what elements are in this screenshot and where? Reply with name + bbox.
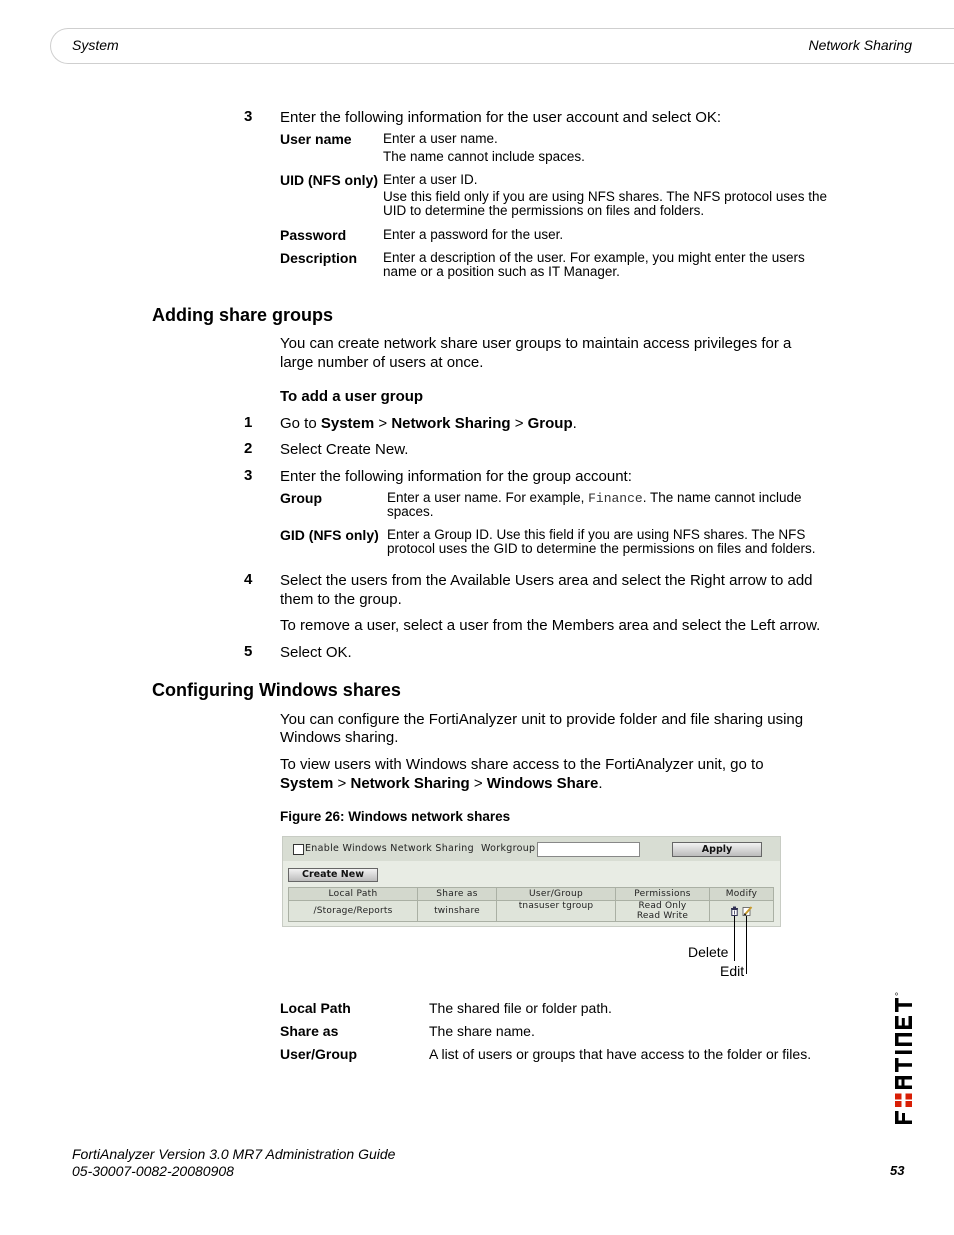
step-number: 3 [244, 108, 253, 125]
field-label: UID (NFS only) [280, 172, 378, 188]
section-heading: Configuring Windows shares [152, 680, 401, 700]
field-label: Local Path [280, 1000, 351, 1016]
column-header: Share as [418, 888, 497, 901]
column-header: User/Group [497, 888, 616, 901]
header-right: Network Sharing [808, 37, 912, 53]
field-desc: Enter a user name. For example, Finance. The name cannot include [387, 490, 802, 506]
step-text: Enter the following information for the user account and select OK: [280, 109, 722, 126]
footer-doc-number: 05-30007-0082-20080908 [72, 1163, 234, 1179]
delete-callout-label: Delete [688, 944, 729, 960]
step-text: Select the users from the Available Users area and select the Right arrow to add [280, 572, 813, 589]
header-left: System [72, 37, 119, 53]
column-header: Permissions [616, 888, 710, 901]
edit-callout-line [746, 916, 747, 974]
paragraph: System > Network Sharing > Windows Share. [280, 775, 603, 792]
workgroup-input[interactable] [537, 842, 640, 857]
paragraph: You can create network share user groups to maintain access privileges for a [280, 335, 792, 352]
procedure-title: To add a user group [280, 388, 424, 405]
field-desc: protocol uses the GID to determine the permissions on files and folders. [387, 541, 816, 556]
field-desc: Enter a user ID. [383, 172, 478, 187]
permissions-cell: Read Only Read Write [616, 901, 710, 922]
column-header: Local Path [289, 888, 418, 901]
field-desc: Use this field only if you are using NFS shares. The NFS protocol uses the [383, 189, 827, 204]
field-label: Description [280, 250, 358, 266]
menu-path-network-sharing: Network Sharing [350, 775, 470, 792]
field-desc: spaces. [387, 504, 434, 519]
step-text: them to the group. [280, 591, 402, 608]
modify-cell [710, 901, 774, 922]
step-number: 2 [244, 440, 253, 457]
menu-path-windows-share: Windows Share [486, 775, 599, 792]
field-desc: The name cannot include spaces. [383, 149, 585, 164]
figure-caption: Figure 26: Windows network shares [280, 809, 511, 824]
column-header: Modify [710, 888, 774, 901]
step-text: Select OK. [280, 644, 352, 661]
step-note: To remove a user, select a user from the Members area and select the Left arrow. [280, 617, 821, 634]
delete-callout-line [734, 916, 735, 961]
shares-table [288, 887, 774, 922]
local-path-cell: /Storage/Reports [289, 901, 418, 922]
create-new-button[interactable]: Create New [288, 868, 378, 882]
table-row [289, 901, 774, 922]
menu-path-group: Group [527, 415, 573, 432]
field-label: User/Group [280, 1046, 358, 1062]
step-number: 5 [244, 643, 253, 660]
share-as-cell: twinshare [418, 901, 497, 922]
workgroup-label: Workgroup [481, 843, 536, 854]
footer-title: FortiAnalyzer Version 3.0 MR7 Administration Guide [72, 1146, 396, 1162]
apply-button[interactable]: Apply [672, 842, 762, 857]
field-desc: Enter a description of the user. For example, you might enter the users [383, 250, 805, 265]
field-desc: Enter a password for the user. [383, 227, 564, 242]
field-desc: UID to determine the permissions on files and folders. [383, 203, 705, 218]
field-label: User name [280, 131, 352, 147]
paragraph: large number of users at once. [280, 354, 484, 371]
step-number: 1 [244, 414, 253, 431]
field-desc: The share name. [429, 1023, 535, 1039]
field-label: Share as [280, 1023, 339, 1039]
page-number: 53 [890, 1163, 905, 1178]
field-desc: name or a position such as IT Manager. [383, 264, 620, 279]
edit-callout-label: Edit [720, 963, 745, 979]
step-number: 4 [244, 571, 253, 588]
step-text: Select Create New. [280, 441, 409, 458]
paragraph: To view users with Windows share access to the FortiAnalyzer unit, go to [280, 756, 764, 773]
fortinet-logo [885, 940, 921, 1130]
paragraph: You can configure the FortiAnalyzer unit to provide folder and file sharing using [280, 711, 804, 728]
field-desc: The shared file or folder path. [429, 1000, 612, 1016]
field-label: GID (NFS only) [280, 527, 379, 543]
step-text: Enter the following information for the group account: [280, 468, 632, 485]
windows-share-screenshot [282, 836, 781, 927]
enable-sharing-label: Enable Windows Network Sharing [305, 843, 474, 854]
step-number: 3 [244, 467, 253, 484]
user-group-cell: tnasuser tgroup [497, 901, 616, 922]
pencil-icon[interactable] [742, 906, 753, 916]
field-label: Group [280, 490, 322, 506]
step-text: Go to System > Network Sharing > Group. [280, 415, 577, 432]
paragraph: Windows sharing. [280, 729, 399, 746]
field-desc: A list of users or groups that have access to the folder or files. [429, 1046, 812, 1062]
field-desc: Enter a Group ID. Use this field if you are using NFS shares. The NFS [387, 527, 806, 542]
menu-path-system: System [320, 415, 375, 432]
code-sample: Finance [588, 491, 643, 506]
menu-path-system: System [280, 775, 334, 792]
section-heading: Adding share groups [152, 305, 334, 325]
menu-path-network-sharing: Network Sharing [391, 415, 511, 432]
trash-icon[interactable] [730, 906, 739, 916]
field-label: Password [280, 227, 347, 243]
enable-sharing-checkbox[interactable] [293, 844, 304, 855]
field-desc: Enter a user name. [383, 131, 498, 146]
table-header-row [289, 888, 774, 901]
